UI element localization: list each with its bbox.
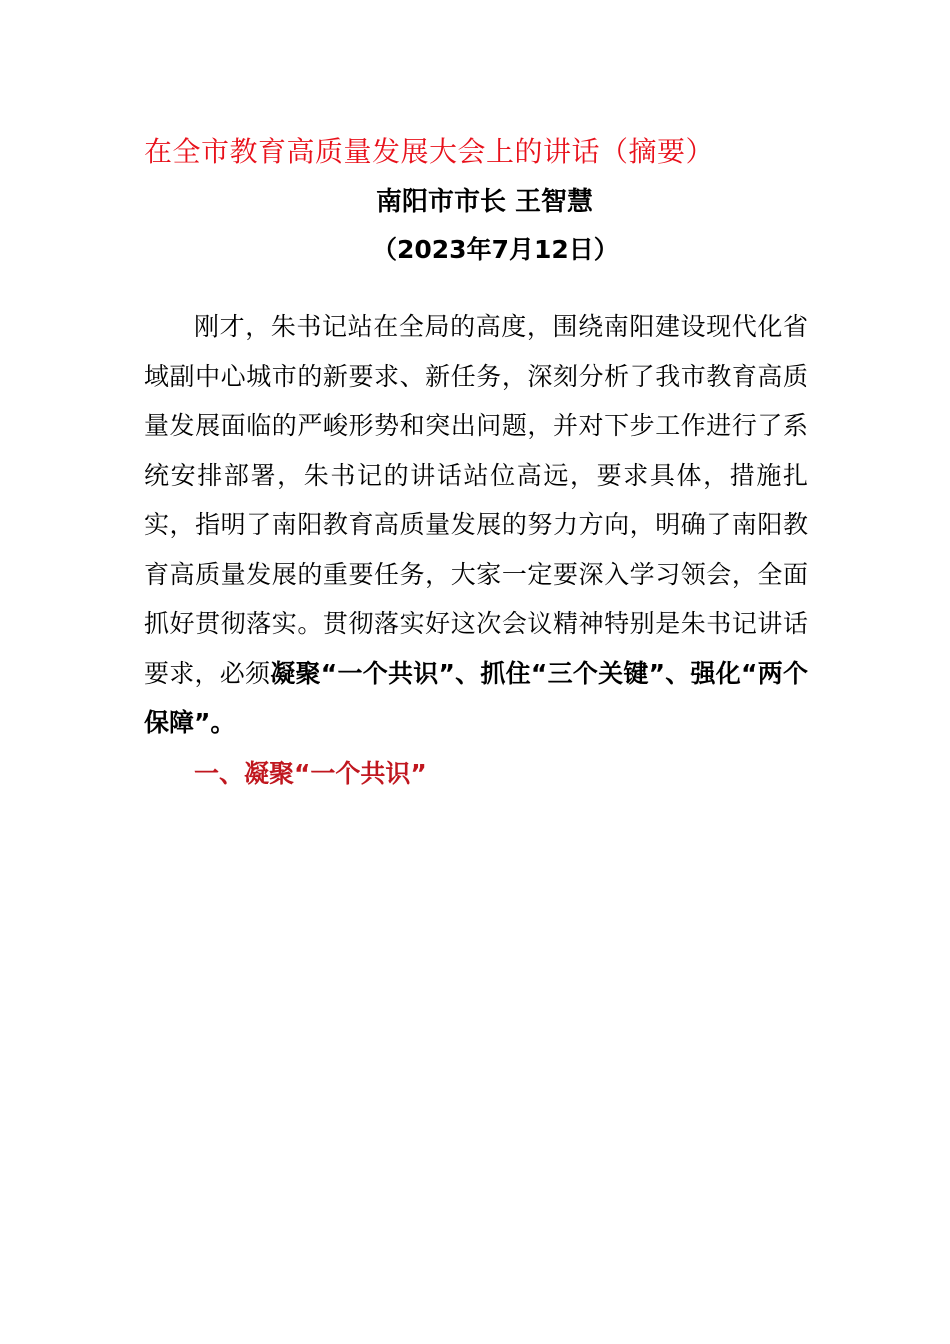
paragraph-emphasis: 凝聚“一个共识”、抓住“三个关键”、强化“两个保障”。 [144, 658, 808, 737]
document-title: 在全市教育高质量发展大会上的讲话（摘要） [144, 135, 715, 168]
document-author: 南阳市市长 王智慧 [376, 187, 594, 217]
paragraph-text: 刚才，朱书记站在全局的高度，围绕南阳建设现代化省域副中心城市的新要求、新任务，深刻分析了我市教育高质量发展面临的严峻形势和突出问题，并对下步工作进行了系统安排部署，朱书记的讲话站位高远，要求具体，措施扎实，指明了南阳教育高质量发展的努力方向，明确了南阳教育高质量发展的重要任务，大家一定要深入学习领会，全面抓好贯彻落实。贯彻落实好这次会议精神特别是朱书记讲话要求，必须 [144, 312, 808, 688]
body-paragraph [144, 302, 808, 748]
section-heading: 一、凝聚“一个共识” [194, 759, 427, 788]
document-date: （2023年7月12日） [372, 235, 619, 264]
